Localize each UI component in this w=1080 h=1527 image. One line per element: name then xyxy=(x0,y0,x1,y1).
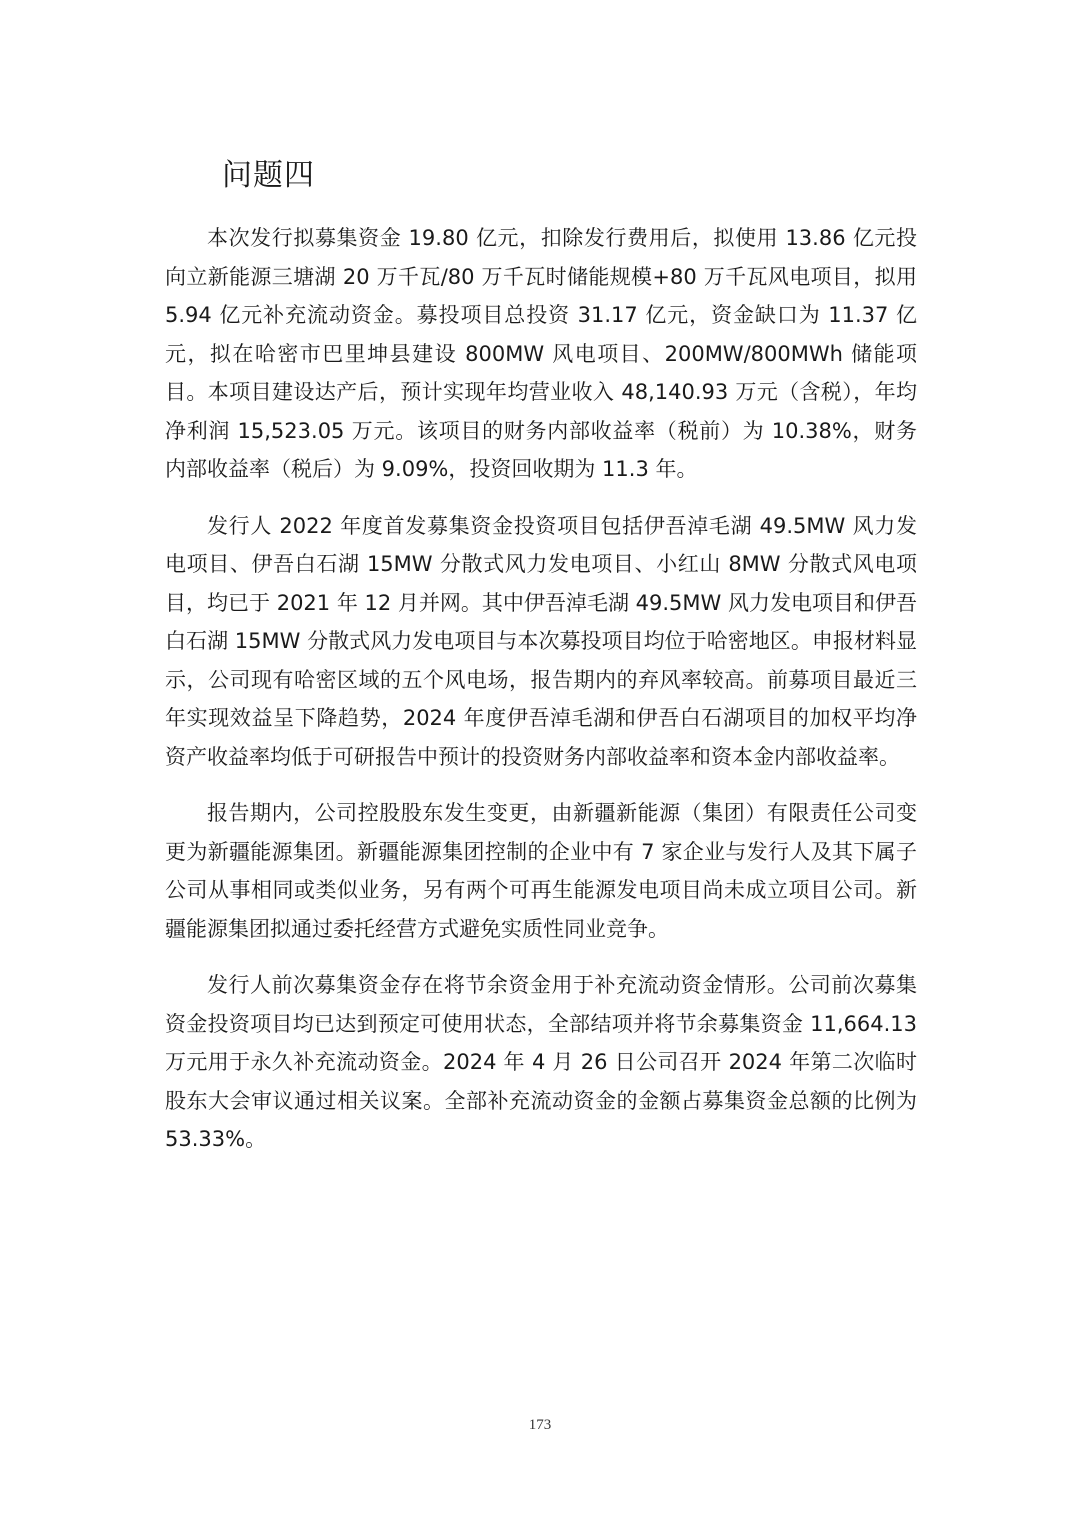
paragraph-controlling-shareholder: 报告期内，公司控股股东发生变更，由新疆新能源（集团）有限责任公司变更为新疆能源集团。新疆能源集团控制的企业中有 7 家企业与发行人及其下属子公司从事相同或类似业务，另有两个可再生能源发电项目尚未成立项目公司。新疆能源集团拟通过委托经营方式避免实质性同业竞争。 xyxy=(165,801,917,941)
section-title: 问题四 xyxy=(222,158,315,193)
paragraph-working-capital: 发行人前次募集资金存在将节余资金用于补充流动资金情形。公司前次募集资金投资项目均已达到预定可使用状态，全部结项并将节余募集资金 11,664.13 万元用于永久补充流动资金。2024 年 4 月 26 日公司召开 2024 年第二次临时股东大会审议通过相关议案。全部补充流动资金的金额占募集资金总额的比例为 53.33%。 xyxy=(165,973,917,1151)
paragraph-prior-projects: 发行人 2022 年度首发募集资金投资项目包括伊吾淖毛湖 49.5MW 风力发电项目、伊吾白石湖 15MW 分散式风力发电项目、小红山 8MW 分散式风电项目，均已于 2021 年 12 月并网。其中伊吾淖毛湖 49.5MW 风力发电项目和伊吾白石湖 15MW 分散式风力发电项目与本次募投项目均位于哈密地区。申报材料显示，公司现有哈密区域的五个风电场，报告期内的弃风率较高。前募项目最近三年实现效益呈下降趋势，2024 年度伊吾淖毛湖和伊吾白石湖项目的加权平均净资产收益率均低于可研报告中预计的投资财务内部收益率和资本金内部收益率。 xyxy=(165,513,917,769)
page-number: 173 xyxy=(528,1417,552,1433)
document-body xyxy=(165,219,917,1177)
paragraph-fundraising-overview: 本次发行拟募集资金 19.80 亿元，扣除发行费用后，拟使用 13.86 亿元投向立新能源三塘湖 20 万千瓦/80 万千瓦时储能规模+80 万千瓦风电项目，拟用 5.94 亿元补充流动资金。募投项目总投资 31.17 亿元，资金缺口为 11.37 亿元，拟在哈密市巴里坤县建设 800MW 风电项目、200MW/800MWh 储能项目。本项目建设达产后，预计实现年均营业收入 48,140.93 万元（含税），年均净利润 15,523.05 万元。该项目的财务内部收益率（税前）为 10.38%，财务内部收益率（税后）为 9.09%，投资回收期为 11.3 年。 xyxy=(165,226,917,481)
